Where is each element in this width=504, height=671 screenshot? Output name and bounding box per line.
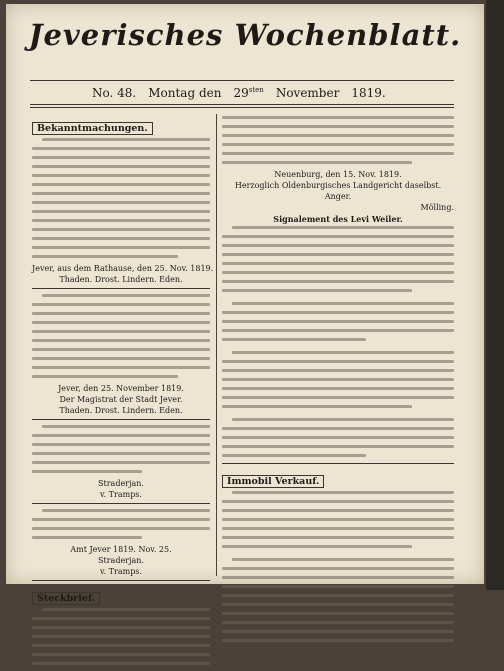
warrant-heading: Steckbrief. xyxy=(32,592,100,605)
description-text xyxy=(222,226,454,457)
masthead-rule xyxy=(30,80,454,81)
issue-number: No. 48. xyxy=(92,86,137,100)
scan-edge xyxy=(486,0,504,590)
notice-3-text xyxy=(32,425,210,473)
right-notice-names: Anger. xyxy=(324,192,352,201)
description-heading: Signalement des Levi Weiler. xyxy=(273,214,403,224)
notice-2-date: Jever, den 25. November 1819. xyxy=(58,384,184,393)
notice-rule-3 xyxy=(32,503,210,504)
notice-3-name: v. Tramps. xyxy=(100,490,142,499)
notice-2-authority: Der Magistrat der Stadt Jever. xyxy=(59,395,183,404)
notice-1-text xyxy=(32,138,210,258)
issue-weekday: Montag den xyxy=(148,86,222,100)
property-text xyxy=(222,491,454,642)
right-rule-1 xyxy=(222,463,454,464)
issue-month: November xyxy=(275,86,340,100)
notices-heading: Bekanntmachungen. xyxy=(32,122,153,135)
masthead-title: Jeverisches Wochenblatt. xyxy=(28,18,462,52)
notice-1-names: Thaden. Drost. Lindern. Eden. xyxy=(59,275,183,284)
left-column xyxy=(32,116,214,671)
continued-text xyxy=(222,116,454,164)
notice-4-name: v. Tramps. xyxy=(100,567,142,576)
issue-day-suffix: sten xyxy=(248,86,264,94)
notice-rule-1 xyxy=(32,288,210,289)
issue-day: 29 xyxy=(233,86,249,100)
notice-2-text xyxy=(32,294,210,378)
property-heading: Immobil Verkauf. xyxy=(222,475,324,488)
notice-1-signature: Jever, aus dem Rathause, den 25. Nov. 1819. xyxy=(32,264,214,273)
right-column xyxy=(222,116,454,648)
newspaper-page xyxy=(6,4,484,604)
issue-rule-bottom xyxy=(30,107,454,108)
notice-2-names: Thaden. Drost. Lindern. Eden. xyxy=(59,406,183,415)
issue-date xyxy=(233,86,263,100)
notice-4-authority: Straderjan. xyxy=(98,556,144,565)
warrant-text xyxy=(32,608,210,665)
issue-rule-top xyxy=(30,104,454,105)
issue-line xyxy=(92,86,424,100)
notice-rule-4 xyxy=(32,580,210,581)
right-notice-name-b: Mölling. xyxy=(420,203,454,212)
right-notice-date: Neuenburg, den 15. Nov. 1819. xyxy=(274,170,402,179)
column-divider xyxy=(216,114,217,576)
notice-4-date: Amt Jever 1819. Nov. 25. xyxy=(70,545,172,554)
notice-3-authority: Straderjan. xyxy=(98,479,144,488)
notice-rule-2 xyxy=(32,419,210,420)
issue-year: 1819. xyxy=(351,86,386,100)
right-notice-authority: Herzoglich Oldenburgisches Landgericht daselbst. xyxy=(234,181,442,190)
notice-4-text xyxy=(32,509,210,539)
